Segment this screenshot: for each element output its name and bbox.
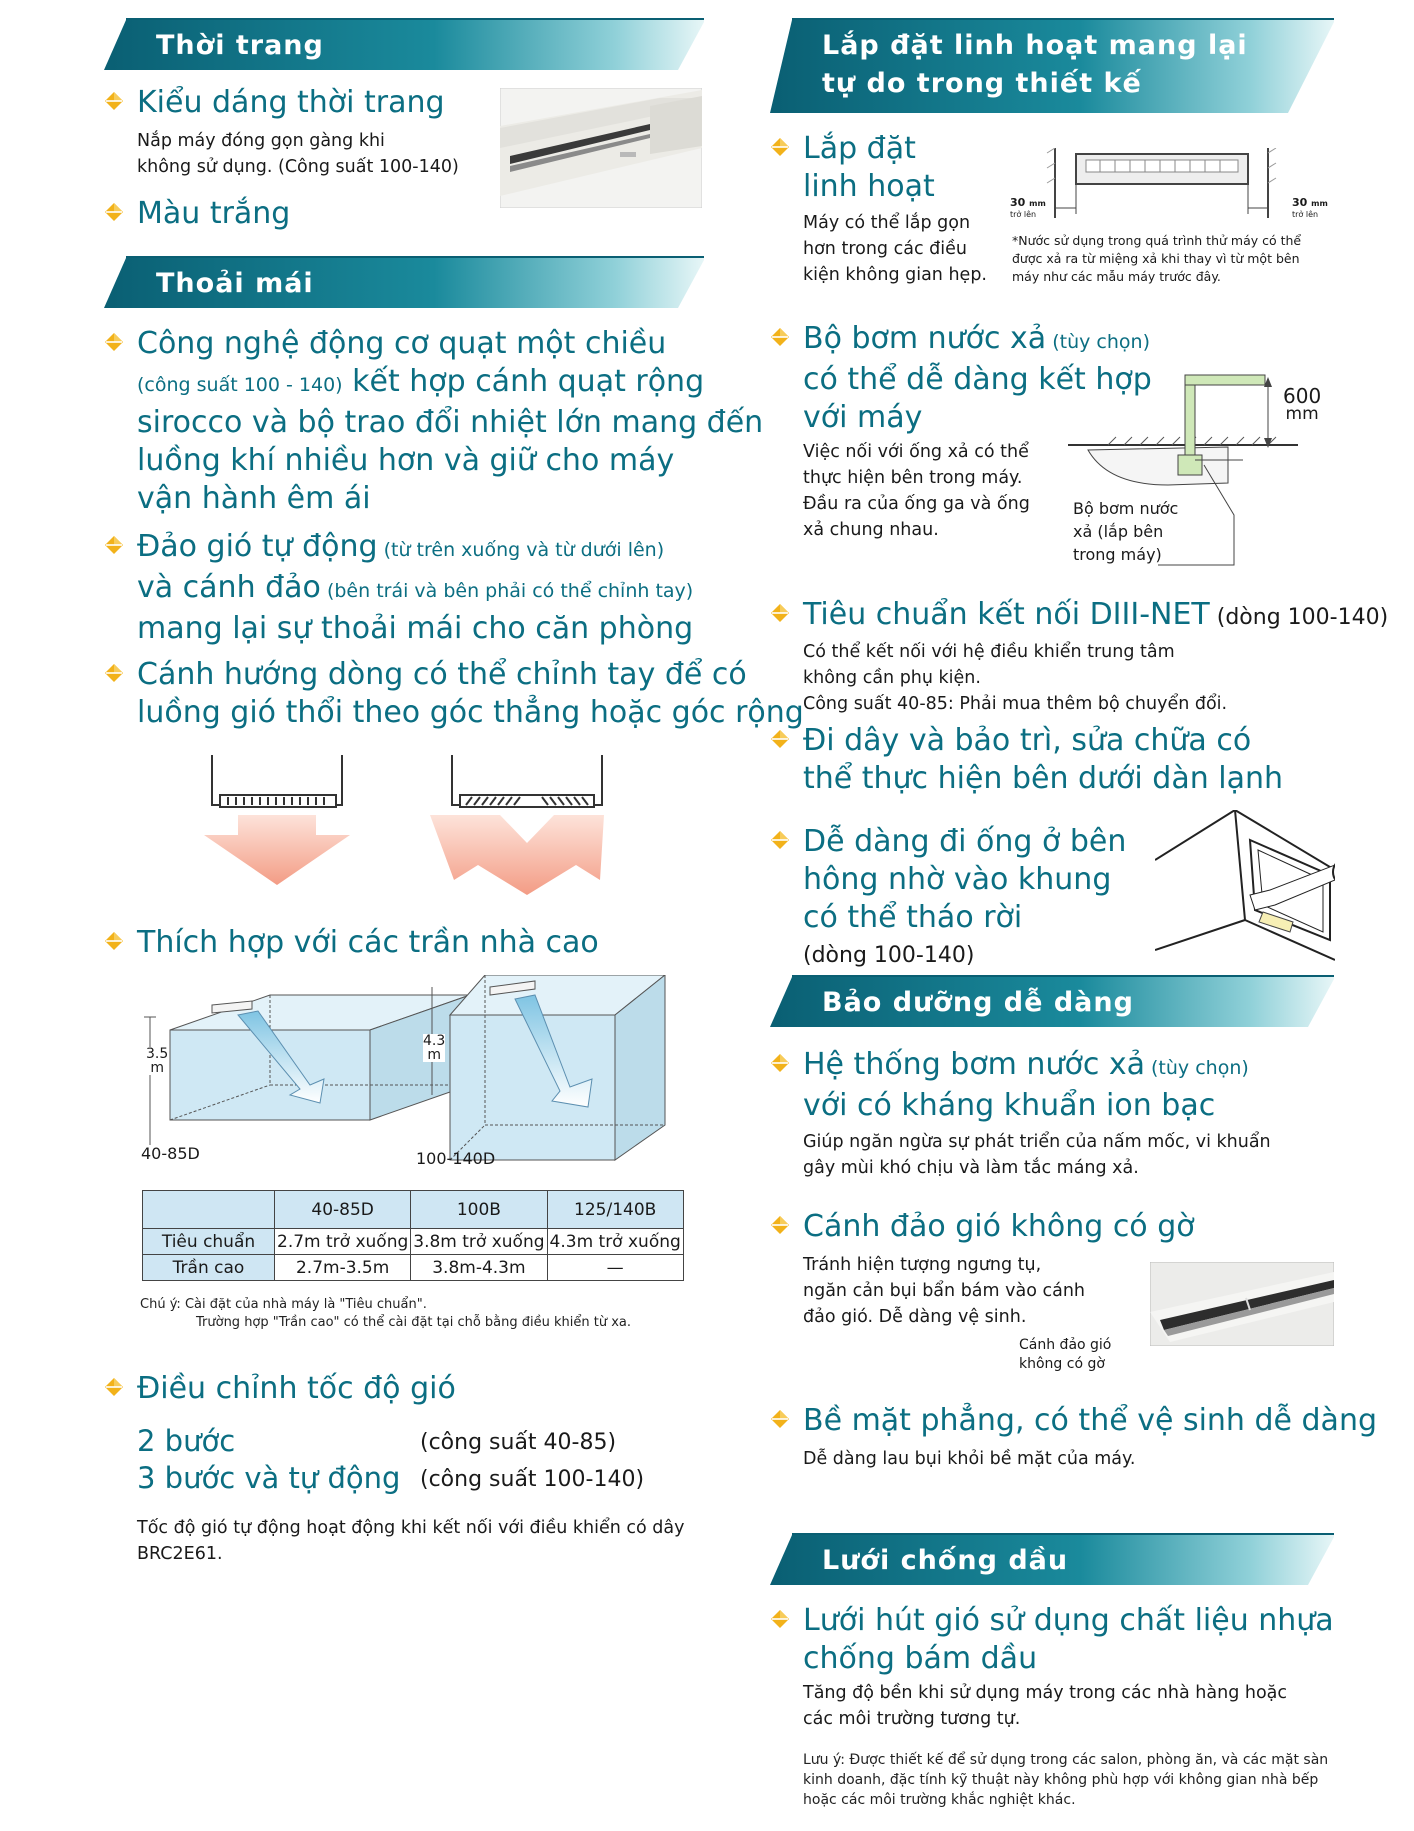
diamond-bullet-icon bbox=[104, 202, 124, 222]
body-line: Tăng độ bền khi sử dụng máy trong các nhà hàng hoặc bbox=[803, 1683, 1288, 1703]
banner-oil-grille bbox=[770, 1533, 1334, 1585]
bullet-title-line: Lắp đặt bbox=[803, 131, 916, 166]
body-line: Công suất 40-85: Phải mua thêm bộ chuyển đổi. bbox=[803, 694, 1228, 714]
table-cell: 4.3m trở xuống bbox=[547, 1229, 683, 1255]
room-100-140d bbox=[432, 975, 665, 1160]
diamond-bullet-icon bbox=[104, 535, 124, 555]
body-line: Đầu ra của ống ga và ống bbox=[803, 494, 1030, 514]
banner-fashion bbox=[104, 18, 704, 70]
table-header: 100B bbox=[411, 1191, 547, 1229]
banner-title-line: Lắp đặt linh hoạt mang lại bbox=[822, 30, 1248, 61]
diamond-bullet-icon bbox=[104, 332, 124, 352]
bullet-title-line: vận hành êm ái bbox=[137, 481, 371, 516]
bullet-title-note: (tùy chọn) bbox=[1144, 1057, 1249, 1079]
speed-row-2 bbox=[137, 1461, 737, 1495]
bullet-silver-ion-pump bbox=[770, 1046, 1271, 1181]
diamond-bullet-icon bbox=[770, 603, 790, 623]
bullet-title-line bbox=[770, 320, 1152, 361]
bullet-title-line: luồng gió thổi theo góc thẳng hoặc góc rộng bbox=[137, 695, 804, 730]
table-cell: 2.7m trở xuống bbox=[275, 1229, 411, 1255]
speed-body bbox=[104, 1515, 684, 1567]
bullet-manual-louver bbox=[104, 656, 804, 732]
room1-label: 40-85D bbox=[141, 1144, 200, 1163]
bullet-title-line: hông nhờ vào khung bbox=[803, 862, 1112, 897]
room2-label: 100-140D bbox=[416, 1149, 496, 1168]
table-cell: 3.8m trở xuống bbox=[411, 1229, 547, 1255]
height-unit: m bbox=[150, 1060, 164, 1076]
bullet-wiring bbox=[770, 722, 1283, 798]
diamond-bullet-icon bbox=[104, 663, 124, 683]
clearance-left bbox=[1010, 197, 1046, 220]
table-corner bbox=[143, 1191, 275, 1229]
note-line: được xả ra từ miệng xả khi thay vì từ một bên bbox=[1012, 251, 1300, 266]
flap-caption bbox=[1019, 1336, 1111, 1374]
airflow-arrow-straight bbox=[204, 815, 350, 885]
body-line: Việc nối với ống xả có thể bbox=[803, 442, 1029, 462]
bullet-title: Màu trắng bbox=[137, 196, 291, 231]
body-line: xả chung nhau. bbox=[803, 520, 939, 540]
body-line: Tốc độ gió tự động hoạt động khi kết nối với điều khiển có dây bbox=[137, 1518, 685, 1538]
table-header: 40-85D bbox=[275, 1191, 411, 1229]
side-piping-diagram bbox=[1155, 810, 1335, 970]
unit-photo bbox=[500, 88, 702, 208]
bullet-flat-surface bbox=[770, 1402, 1377, 1472]
body-line: đảo gió. Dễ dàng vệ sinh. bbox=[803, 1307, 1027, 1327]
bullet-auto-swing bbox=[104, 528, 693, 648]
banner-comfort bbox=[104, 256, 704, 308]
bullet-high-ceiling bbox=[104, 924, 599, 962]
note-line: *Nước sử dụng trong quá trình thử máy có thể bbox=[1012, 233, 1302, 248]
speed-capacity: (công suất 100-140) bbox=[420, 1467, 645, 1492]
airflow-arrow-wide bbox=[430, 815, 604, 895]
speed-row-1 bbox=[137, 1424, 737, 1458]
bullet-title-line: với có kháng khuẩn ion bạc bbox=[803, 1088, 1216, 1123]
body-line: Giúp ngăn ngừa sự phát triển của nấm mốc, vi khuẩn bbox=[803, 1132, 1271, 1152]
bullet-body-line: không sử dụng. (Công suất 100-140) bbox=[137, 157, 459, 177]
dim-sub: trở lên bbox=[1010, 210, 1037, 219]
note-line: Chú ý: Cài đặt của nhà máy là "Tiêu chuẩn". bbox=[140, 1297, 427, 1312]
bullet-title-line: linh hoạt bbox=[803, 169, 935, 204]
bullet-title-part: Bộ bơm nước xả bbox=[803, 321, 1047, 356]
diamond-bullet-icon bbox=[770, 830, 790, 850]
bullet-title-note: (từ trên xuống và từ dưới lên) bbox=[377, 539, 665, 561]
bullet-title-line bbox=[104, 363, 763, 404]
oil-note bbox=[803, 1750, 1328, 1810]
table-row bbox=[143, 1229, 684, 1255]
diamond-bullet-icon bbox=[104, 1377, 124, 1397]
flap-photo bbox=[1150, 1262, 1334, 1346]
caption-line: không có gờ bbox=[1019, 1356, 1105, 1372]
table-row bbox=[143, 1255, 684, 1281]
body-line: Có thể kết nối với hệ điều khiển trung tâm bbox=[803, 642, 1175, 662]
bullet-title-part: kết hợp cánh quạt rộng bbox=[342, 364, 705, 399]
bullet-title-line: Lưới hút gió sử dụng chất liệu nhựa bbox=[803, 1603, 1334, 1638]
body-line: hơn trong các điều bbox=[803, 239, 967, 259]
bullet-title: Thích hợp với các trần nhà cao bbox=[137, 925, 599, 960]
label-line: Bộ bơm nước bbox=[1073, 499, 1179, 518]
install-note bbox=[1012, 232, 1301, 286]
body-line: gây mùi khó chịu và làm tắc máng xả. bbox=[803, 1158, 1139, 1178]
bullet-title-line bbox=[770, 596, 1388, 637]
bullet-title-line bbox=[770, 1046, 1271, 1087]
ceiling-room-diagram bbox=[140, 975, 680, 1170]
diamond-bullet-icon bbox=[770, 1609, 790, 1629]
bullet-title: Bề mặt phẳng, có thể vệ sinh dễ dàng bbox=[803, 1403, 1377, 1438]
bullet-title-line: có thể tháo rời bbox=[803, 900, 1023, 935]
note-line: kinh doanh, đặc tính kỹ thuật này không phù hợp với không gian nhà bếp bbox=[803, 1772, 1319, 1788]
pump-height-value: 600 bbox=[1283, 384, 1322, 408]
body-line: không cần phụ kiện. bbox=[803, 668, 981, 688]
dim-value: 30 bbox=[1292, 196, 1308, 209]
banner-title: Thời trang bbox=[156, 30, 324, 61]
pump-height-unit: mm bbox=[1285, 404, 1319, 424]
note-line: Lưu ý: Được thiết kế để sử dụng trong các salon, phòng ăn, và các mặt sàn bbox=[803, 1752, 1329, 1768]
table-row-label: Trần cao bbox=[143, 1255, 275, 1281]
speed-step: 3 bước và tự động bbox=[137, 1461, 401, 1495]
diamond-bullet-icon bbox=[104, 91, 124, 111]
dim-value: 30 bbox=[1010, 196, 1026, 209]
room1-height bbox=[146, 1047, 168, 1075]
bullet-title-line: Công nghệ động cơ quạt một chiều bbox=[137, 326, 667, 361]
speed-capacity: (công suất 40-85) bbox=[420, 1430, 617, 1455]
bullet-title-part: và cánh đảo bbox=[137, 570, 321, 605]
airflow-diagram bbox=[200, 755, 620, 895]
body-line: Máy có thể lắp gọn bbox=[803, 213, 971, 233]
capacity-note: (công suất 100 - 140) bbox=[137, 374, 343, 396]
dim-sub: trở lên bbox=[1292, 210, 1319, 219]
diamond-bullet-icon bbox=[770, 1053, 790, 1073]
pump-label bbox=[1073, 497, 1178, 566]
dim-unit: mm bbox=[1311, 199, 1328, 208]
diamond-bullet-icon bbox=[770, 137, 790, 157]
banner-title: Bảo dưỡng dễ dàng bbox=[822, 987, 1134, 1018]
bullet-title-line: mang lại sự thoải mái cho căn phòng bbox=[137, 611, 694, 646]
body-line: ngăn cản bụi bẩn bám vào cánh bbox=[803, 1281, 1086, 1301]
diamond-bullet-icon bbox=[770, 729, 790, 749]
bullet-body-line: Nắp máy đóng gọn gàng khi bbox=[137, 131, 385, 151]
bullet-title-line: Đi dây và bảo trì, sửa chữa có bbox=[803, 723, 1252, 758]
bullet-title-part: Đảo gió tự động bbox=[137, 529, 378, 564]
table-cell: 2.7m-3.5m bbox=[275, 1255, 411, 1281]
bullet-title-line: (dòng 100-140) bbox=[803, 943, 975, 968]
room2-height bbox=[423, 1034, 445, 1062]
bullet-title-note: (tùy chọn) bbox=[1046, 331, 1150, 353]
bullet-title-part: Tiêu chuẩn kết nối DIII-NET bbox=[803, 597, 1210, 632]
body-line: Dễ dàng lau bụi khỏi bề mặt của máy. bbox=[803, 1449, 1136, 1469]
table-note bbox=[140, 1296, 631, 1332]
body-line: BRC2E61. bbox=[137, 1544, 223, 1564]
bullet-title-note: (dòng 100-140) bbox=[1209, 605, 1389, 630]
diamond-bullet-icon bbox=[770, 327, 790, 347]
note-line: máy như các mẫu máy trước đây. bbox=[1012, 269, 1221, 284]
bullet-fan-speed bbox=[104, 1370, 456, 1408]
bullet-title-line: luồng khí nhiều hơn và giữ cho máy bbox=[137, 443, 675, 478]
note-line: hoặc các môi trường khắc nghiệt khác. bbox=[803, 1792, 1076, 1808]
room-40-85d bbox=[144, 995, 470, 1145]
diamond-bullet-icon bbox=[770, 1409, 790, 1429]
body-line: thực hiện bên trong máy. bbox=[803, 468, 1023, 488]
bullet-title-line: với máy bbox=[803, 400, 923, 435]
bullet-fashion-style bbox=[104, 84, 459, 180]
banner-install bbox=[770, 18, 1334, 113]
bullet-title-line bbox=[104, 528, 693, 569]
install-clearance-diagram bbox=[1010, 148, 1280, 218]
height-value: 3.5 bbox=[146, 1046, 169, 1062]
banner-maintenance bbox=[770, 975, 1334, 1027]
table-header: 125/140B bbox=[547, 1191, 683, 1229]
bullet-title-line: có thể dễ dàng kết hợp bbox=[803, 362, 1152, 397]
label-line: xả (lắp bên bbox=[1073, 522, 1164, 541]
ceiling-height-table bbox=[142, 1190, 684, 1281]
bullet-white-color bbox=[104, 195, 290, 233]
table-row-label: Tiêu chuẩn bbox=[143, 1229, 275, 1255]
body-line: kiện không gian hẹp. bbox=[803, 265, 987, 285]
bullet-title-line: chống bám dầu bbox=[803, 1641, 1038, 1676]
pump-height bbox=[1283, 384, 1322, 424]
bullet-title-line bbox=[104, 569, 693, 610]
table-header-row bbox=[143, 1191, 684, 1229]
diamond-bullet-icon bbox=[770, 1215, 790, 1235]
bullet-title-line: sirocco và bộ trao đổi nhiệt lớn mang đến bbox=[137, 405, 764, 440]
bullet-dc-fan bbox=[104, 325, 763, 518]
diamond-bullet-icon bbox=[104, 931, 124, 951]
bullet-title: Điều chỉnh tốc độ gió bbox=[137, 1371, 456, 1406]
bullet-title: Kiểu dáng thời trang bbox=[137, 85, 445, 120]
caption-line: Cánh đảo gió bbox=[1019, 1337, 1112, 1353]
banner-title: Lưới chống dầu bbox=[822, 1545, 1069, 1576]
bullet-flexible-install bbox=[770, 130, 987, 288]
banner-title: Thoải mái bbox=[156, 268, 314, 299]
bullet-seamless-flap bbox=[770, 1208, 1195, 1330]
bullet-side-piping bbox=[770, 823, 1126, 975]
body-line: Tránh hiện tượng ngưng tụ, bbox=[803, 1255, 1042, 1275]
clearance-right bbox=[1292, 197, 1328, 220]
bullet-oil-grille bbox=[770, 1602, 1334, 1732]
banner-title-line: tự do trong thiết kế bbox=[822, 68, 1142, 99]
label-line: trong máy) bbox=[1073, 545, 1162, 564]
bullet-diii-net bbox=[770, 596, 1388, 717]
body-line: các môi trường tương tự. bbox=[803, 1709, 1021, 1729]
bullet-title-part: Hệ thống bơm nước xả bbox=[803, 1047, 1145, 1082]
table-cell: — bbox=[547, 1255, 683, 1281]
table-cell: 3.8m-4.3m bbox=[411, 1255, 547, 1281]
bullet-title-note: (bên trái và bên phải có thể chỉnh tay) bbox=[320, 580, 694, 602]
bullet-title-line: thể thực hiện bên dưới dàn lạnh bbox=[803, 761, 1283, 796]
height-value: 4.3 bbox=[423, 1033, 446, 1049]
dim-unit: mm bbox=[1029, 199, 1046, 208]
speed-step: 2 bước bbox=[137, 1424, 236, 1458]
bullet-title-line: Dễ dàng đi ống ở bên bbox=[803, 824, 1127, 859]
note-line: Trường hợp "Trần cao" có thể cài đặt tại chỗ bằng điều khiển từ xa. bbox=[196, 1315, 632, 1330]
bullet-title-line: Cánh hướng dòng có thể chỉnh tay để có bbox=[137, 657, 747, 692]
bullet-title: Cánh đảo gió không có gờ bbox=[803, 1209, 1195, 1244]
height-unit: m bbox=[427, 1047, 441, 1063]
